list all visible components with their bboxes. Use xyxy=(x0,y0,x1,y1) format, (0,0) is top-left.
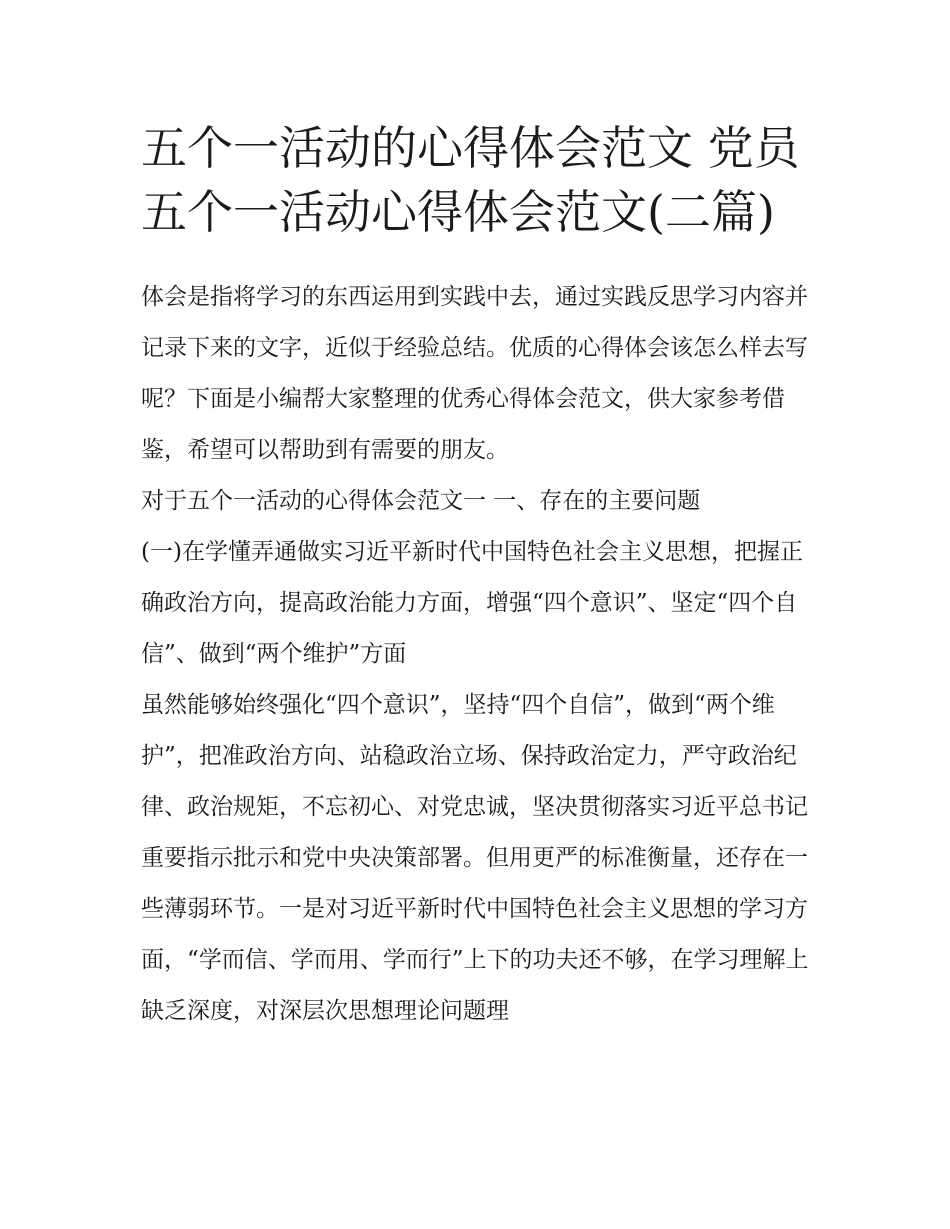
paragraph-section-heading: 对于五个一活动的心得体会范文一 一、存在的主要问题 xyxy=(141,488,701,514)
document-title: 五个一活动的心得体会范文 党员五个一活动心得体会范文(二篇) xyxy=(141,121,800,239)
document-page xyxy=(141,116,816,1037)
paragraph-content: 虽然能够始终强化“四个意识”，坚持“四个自信”，做到“两个维护”，把准政治方向、站稳政治立场、保持政治定力，严守政治纪律、政治规矩，不忘初心、对党忠诚，坚决贯彻落实习近平总书记重要指示批示和党中央决策部署。但用更严的标准衡量，还存在一些薄弱环节。一是对习近平新时代中国特色社会主义思想的学习方面，“学而信、学而用、学而行”上下的功夫还不够，在学习理解上缺乏深度，对深层次思想理论问题理 xyxy=(141,692,809,1024)
paragraph-subheading: (一)在学懂弄通做实习近平新时代中国特色社会主义思想，把握正确政治方向，提高政治能力方面，增强“四个意识”、坚定“四个自信”、做到“两个维护”方面 xyxy=(141,539,803,667)
document-body xyxy=(141,272,816,1037)
paragraph-intro: 体会是指将学习的东西运用到实践中去，通过实践反思学习内容并记录下来的文字，近似于经验总结。优质的心得体会该怎么样去写呢？下面是小编帮大家整理的优秀心得体会范文，供大家参考借鉴，希望可以帮助到有需要的朋友。 xyxy=(141,284,808,463)
